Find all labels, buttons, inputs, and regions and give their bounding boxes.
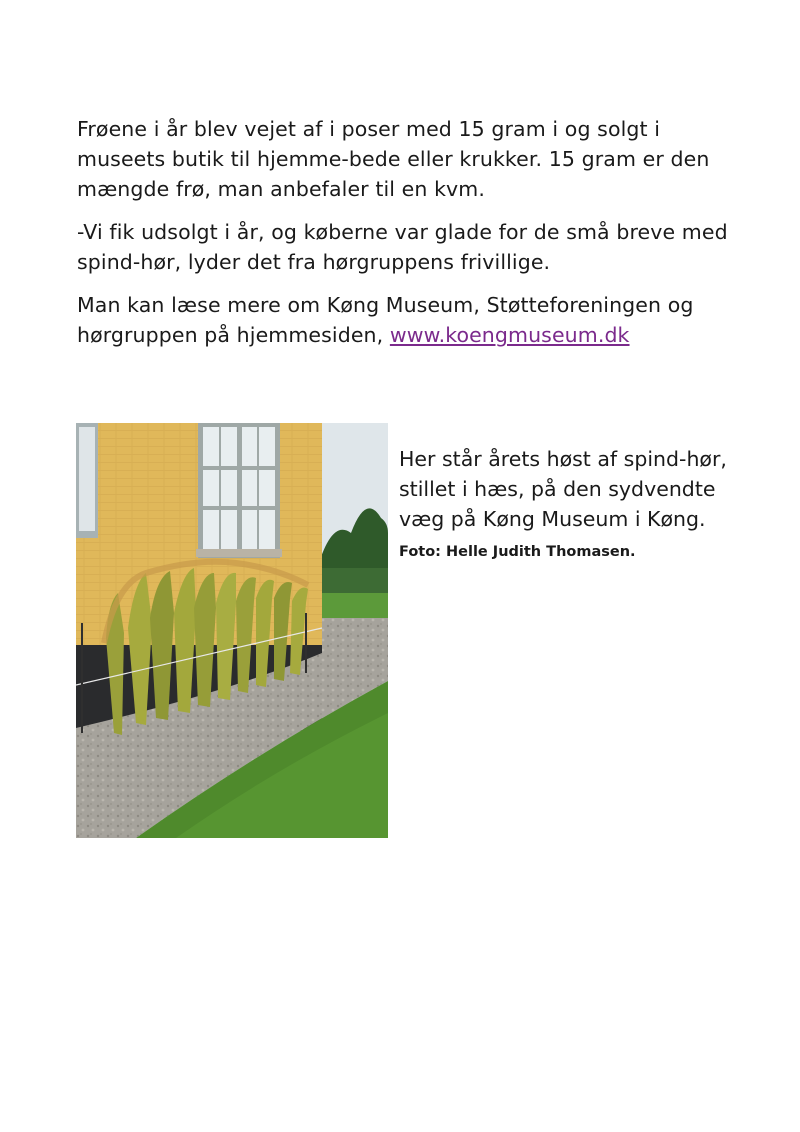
flax-harvest-photo bbox=[76, 423, 388, 838]
photo-credit: Foto: Helle Judith Thomasen. bbox=[399, 544, 636, 560]
paragraph-seeds: Frøene i år blev vejet af i poser med 15 gram i og solgt i museets butik til hjemme-bede eller krukker. 15 gram er den mængde frø, man anbefaler til en kvm. bbox=[77, 117, 710, 201]
caption-text: Her står årets høst af spind-hør, stillet i hæs, på den sydvendte væg på Køng Museum i Køng. bbox=[399, 447, 727, 531]
paragraph-sold-out: -Vi fik udsolgt i år, og køberne var glade for de små breve med spind-hør, lyder det fra hørgruppens frivillige. bbox=[77, 220, 728, 274]
more-info-text: Man kan læse mere om Køng Museum, Støtteforeningen og hørgruppen på hjemmesiden, bbox=[77, 293, 694, 347]
museum-website-link[interactable]: www.koengmuseum.dk bbox=[389, 323, 630, 347]
flax-photo-illustration bbox=[76, 423, 388, 838]
paragraph-more-info bbox=[77, 290, 737, 350]
photo-caption bbox=[399, 444, 729, 567]
article-body bbox=[77, 114, 737, 363]
